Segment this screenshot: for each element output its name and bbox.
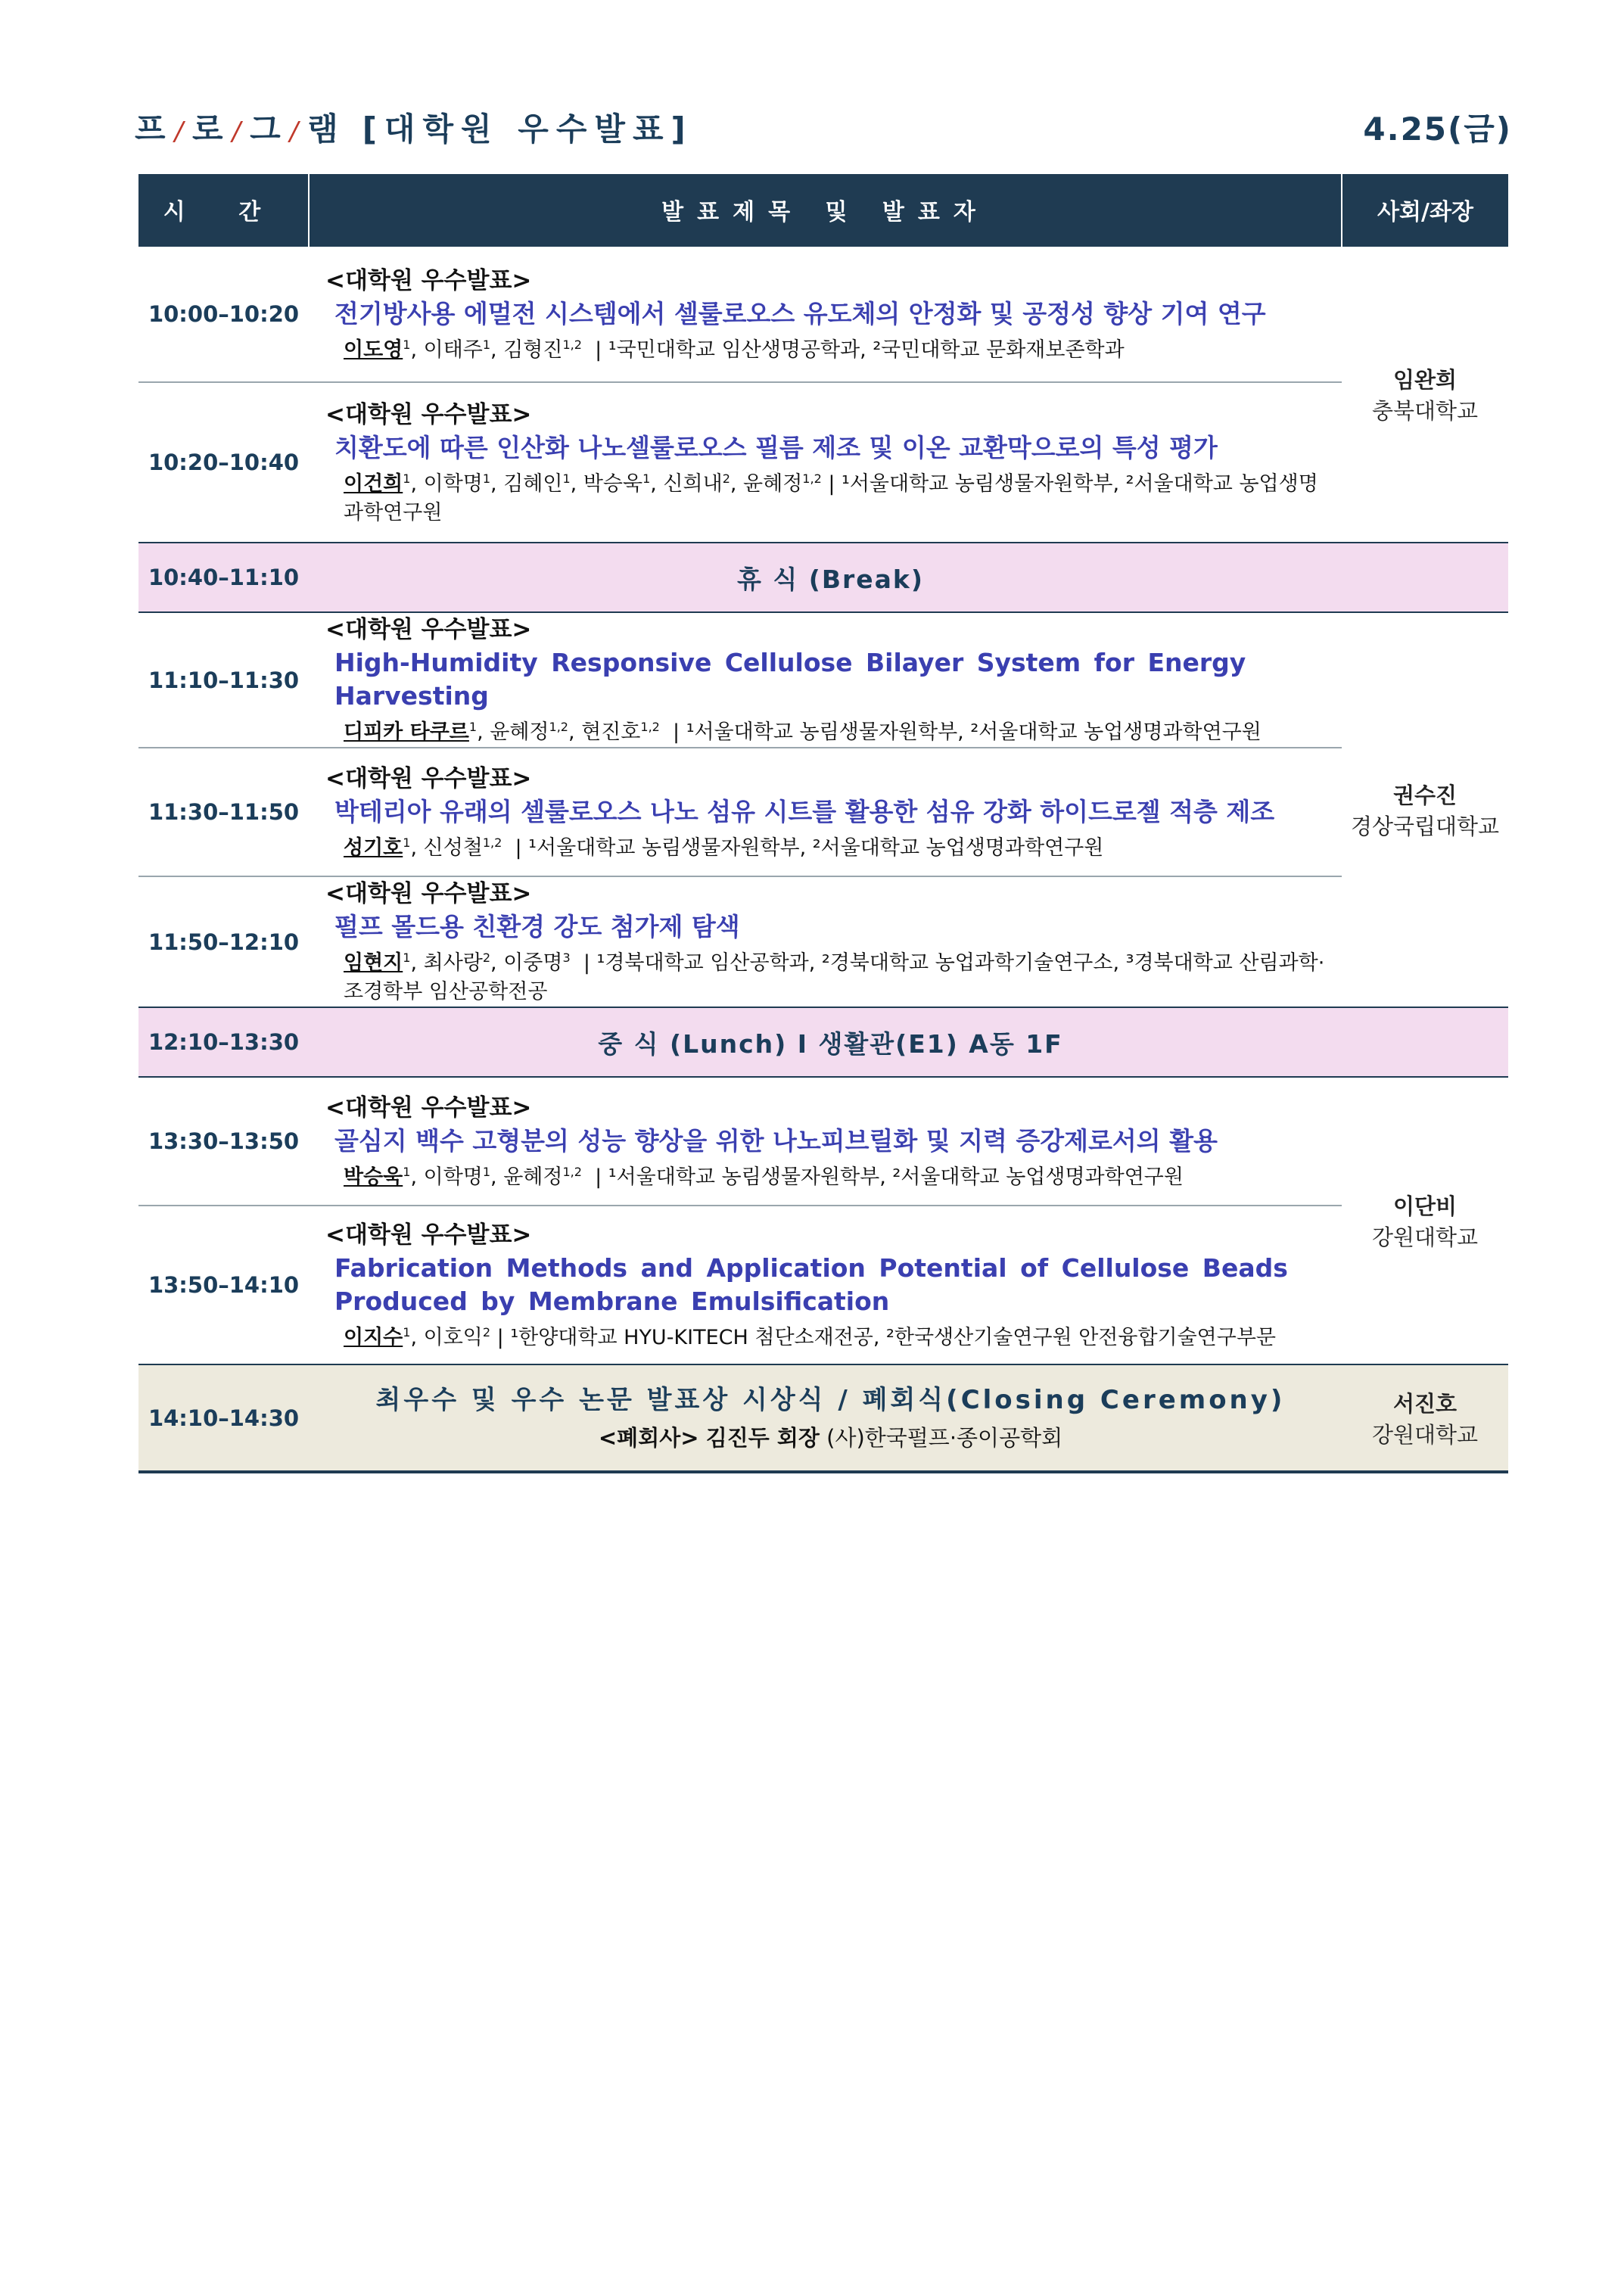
paper-title: High-Humidity Responsive Cellulose Bilayer System for Energy Harvesting (334, 648, 1246, 711)
affil-sup: 1,2 (640, 720, 660, 734)
affil-sup: 1 (482, 1164, 491, 1179)
author-name: 윤혜정 (743, 471, 803, 496)
title-slash: / (289, 117, 302, 147)
session-category: <대학원 우수발표> (325, 266, 532, 294)
affil-sup: 1,2 (549, 720, 568, 734)
session-category: <대학원 우수발표> (325, 1094, 532, 1122)
author-name: 이학명 (423, 471, 483, 496)
paper-title: 펄프 몰드용 친환경 강도 첨가제 탐색 (334, 912, 740, 941)
session-time: 10:40–11:10 (138, 543, 309, 612)
presenter-name: 임현지 (344, 951, 403, 975)
affil-sup: 1,2 (562, 337, 582, 352)
presenter-name: 성기호 (344, 835, 403, 860)
affil-sup: 1 (468, 720, 478, 734)
affil-sup: 3 (562, 951, 571, 965)
author-name: 신희내 (663, 471, 723, 496)
closing-content (309, 1364, 1342, 1472)
paper-title: 치환도에 따른 인산화 나노셀룰로오스 필름 제조 및 이온 교환막으로의 특성 평가 (334, 432, 1218, 462)
session-chair (1342, 1077, 1508, 1364)
session-chair (1342, 612, 1508, 1007)
presenter-name: 이지수 (344, 1325, 403, 1349)
table-row (138, 748, 1508, 876)
session-time: 13:30–13:50 (138, 1077, 309, 1206)
closing-speaker-org: (사)한국펄프·종이공학회 (826, 1424, 1063, 1451)
table-row (138, 382, 1508, 543)
author-name: 현진호 (581, 720, 641, 744)
column-header-chair: 사회/좌장 (1342, 174, 1508, 246)
affil-sup: 1 (403, 337, 411, 352)
table-header-row (138, 174, 1508, 246)
author-name: 최사랑 (423, 951, 483, 975)
column-header-title: 발표제목 및 발표자 (309, 174, 1342, 246)
session-category: <대학원 우수발표> (325, 616, 532, 643)
session-time: 12:10–13:30 (138, 1007, 309, 1077)
session-category: <대학원 우수발표> (325, 1221, 532, 1249)
session-category: <대학원 우수발표> (325, 400, 532, 428)
author-name: 박승욱 (583, 471, 643, 496)
paper-title: 박테리아 유래의 셀룰로오스 나노 섬유 시트를 활용한 섬유 강화 하이드로젤 적층 제조 (334, 796, 1275, 826)
author-name: 이학명 (423, 1165, 483, 1189)
session-time: 11:50–12:10 (138, 876, 309, 1007)
affil-sup: 1,2 (482, 835, 502, 850)
affil-sup: 1 (403, 471, 411, 486)
session-content (309, 382, 1342, 543)
presenter-name: 이건희 (344, 471, 403, 496)
break-label: 휴 식 (Break) (309, 543, 1342, 612)
session-content (309, 748, 1342, 876)
table-row (138, 876, 1508, 1007)
session-time: 10:00–10:20 (138, 246, 309, 382)
session-time: 11:10–11:30 (138, 612, 309, 748)
author-line: 이도영$^1$, 이태주$^1$, 김형진$^{1,2}$ | ¹국민대학교 임산생명공학과, ²국민대학교 문화재보존학과 (344, 337, 1125, 362)
session-chair (1342, 1364, 1508, 1472)
affil-sup: 1 (403, 835, 411, 850)
program-date: 4.25(금) (1363, 110, 1512, 148)
session-time: 11:30–11:50 (138, 748, 309, 876)
author-name: 윤혜정 (490, 720, 549, 744)
title-char: 로 (192, 110, 226, 148)
affiliation: | ¹국민대학교 임산생명공학과, ²국민대학교 문화재보존학과 (595, 338, 1125, 362)
title-subtitle: [대학원 우수발표] (362, 110, 693, 148)
chair-name: 임완희 (1392, 367, 1458, 393)
affil-sup: 1 (482, 471, 491, 486)
author-line: 디피카 타쿠르$^1$, 윤혜정$^{1,2}$, 현진호$^{1,2}$ | ¹서울대학교 농림생물자원학부, ²서울대학교 농업생명과학연구원 (344, 720, 1262, 744)
session-time: 14:10–14:30 (138, 1364, 309, 1472)
affil-sup: 1 (403, 1164, 411, 1179)
author-name: 김혜인 (503, 471, 563, 496)
affil-sup: 1 (403, 951, 411, 965)
session-time: 13:50–14:10 (138, 1206, 309, 1364)
affil-sup: 1,2 (562, 1164, 582, 1179)
closing-speaker: 김진두 회장 (705, 1424, 820, 1451)
affil-sup: 2 (482, 1324, 491, 1339)
presenter-name: 디피카 타쿠르 (344, 720, 469, 744)
chair-org: 강원대학교 (1371, 1224, 1479, 1250)
author-line: 박승욱$^1$, 이학명$^1$, 윤혜정$^{1,2}$ | ¹서울대학교 농림생물자원학부, ²서울대학교 농업생명과학연구원 (344, 1164, 1184, 1189)
author-name: 김형진 (503, 338, 563, 362)
session-content (309, 612, 1342, 748)
break-row (138, 543, 1508, 612)
session-time: 10:20–10:40 (138, 382, 309, 543)
affil-sup: 1 (642, 471, 651, 486)
session-content (309, 1206, 1342, 1364)
chair-name: 이단비 (1392, 1193, 1458, 1219)
lunch-label: 중 식 (Lunch) I 생활관(E1) A동 1F (309, 1007, 1342, 1077)
author-line: 임현지$^1$, 최사랑$^2$, 이중명$^3$ | ¹경북대학교 임산공학과, ²경북대학교 농업과학기술연구소, ³경북대학교 산림과학·조경학부 임산공학전공 (344, 951, 1325, 1003)
author-name: 이호익 (423, 1325, 483, 1349)
session-category: <대학원 우수발표> (325, 764, 532, 792)
title-slash: / (232, 117, 244, 147)
program-title (135, 104, 693, 150)
presenter-name: 이도영 (344, 338, 403, 362)
chair-org: 경상국립대학교 (1350, 814, 1500, 839)
author-line: 이지수$^1$, 이호익$^2$ | ¹한양대학교 HYU-KITECH 첨단소재전공, ²한국생산기술연구원 안전융합기술연구부문 (344, 1324, 1277, 1349)
title-char: 프 (135, 110, 169, 148)
title-slash: / (174, 117, 187, 147)
chair-org: 강원대학교 (1371, 1421, 1479, 1448)
chair-name: 서진호 (1392, 1390, 1458, 1417)
lunch-row (138, 1007, 1508, 1077)
chair-name: 권수진 (1392, 783, 1458, 808)
title-char: 램 (307, 110, 341, 148)
session-content (309, 246, 1342, 382)
session-category: <대학원 우수발표> (325, 880, 532, 907)
closing-speech-label: <폐회사> (598, 1424, 699, 1451)
author-name: 이태주 (423, 338, 483, 362)
affiliation: | ¹경북대학교 임산공학과, ²경북대학교 농업과학기술연구소, ³경북대학교 산림과학·조경학부 임산공학전공 (344, 951, 1325, 1003)
affiliation: | ¹서울대학교 농림생물자원학부, ²서울대학교 농업생명과학연구원 (673, 720, 1262, 744)
table-row (138, 612, 1508, 748)
affil-sup: 2 (722, 471, 730, 486)
affiliation: | ¹서울대학교 농림생물자원학부, ²서울대학교 농업생명과학연구원 (344, 471, 1318, 524)
table-row (138, 1206, 1508, 1364)
affil-sup: 1 (482, 337, 491, 352)
title-char: 그 (250, 110, 284, 148)
session-content (309, 1077, 1342, 1206)
affil-sup: 1,2 (802, 471, 822, 486)
empty-chair-cell (1342, 1007, 1508, 1077)
affiliation: | ¹서울대학교 농림생물자원학부, ²서울대학교 농업생명과학연구원 (595, 1165, 1184, 1189)
chair-org: 충북대학교 (1371, 398, 1479, 424)
table-row (138, 246, 1508, 382)
program-table (138, 174, 1508, 1473)
author-name: 윤혜정 (503, 1165, 563, 1189)
author-line: 이건희$^1$, 이학명$^1$, 김혜인$^1$, 박승욱$^1$, 신희내$^2$, 윤혜정$^{1,2}$ | ¹서울대학교 농림생물자원학부, ²서울대학교 농업생명과학연구원 (344, 471, 1318, 524)
author-line: 성기호$^1$, 신성철$^{1,2}$ | ¹서울대학교 농림생물자원학부, ²서울대학교 농업생명과학연구원 (344, 835, 1104, 860)
closing-row (138, 1364, 1508, 1472)
affiliation: | ¹한양대학교 HYU-KITECH 첨단소재전공, ²한국생산기술연구원 안전융합기술연구부문 (496, 1325, 1277, 1349)
paper-title: Fabrication Methods and Application Potential of Cellulose Beads Produced by Membrane Emulsification (334, 1252, 1288, 1316)
table-row (138, 1077, 1508, 1206)
affil-sup: 1 (562, 471, 571, 486)
session-content (309, 876, 1342, 1007)
affiliation: | ¹서울대학교 농림생물자원학부, ²서울대학교 농업생명과학연구원 (515, 835, 1104, 860)
page-title (135, 104, 1512, 157)
empty-chair-cell (1342, 543, 1508, 612)
affil-sup: 1 (403, 1324, 411, 1339)
paper-title: 골심지 백수 고형분의 성능 향상을 위한 나노피브릴화 및 지력 증강제로서의 활용 (334, 1125, 1218, 1156)
closing-title: 최우수 및 우수 논문 발표상 시상식 / 폐회식(Closing Ceremony) (375, 1384, 1286, 1415)
closing-speech (325, 1420, 1336, 1456)
column-header-time: 시 간 (138, 174, 309, 246)
paper-title: 전기방사용 에멀전 시스템에서 셀룰로오스 유도체의 안정화 및 공정성 향상 기여 연구 (334, 298, 1266, 328)
presenter-name: 박승욱 (344, 1165, 403, 1189)
session-chair (1342, 246, 1508, 543)
author-name: 이중명 (503, 951, 563, 975)
author-name: 신성철 (423, 835, 483, 860)
affil-sup: 2 (482, 951, 491, 965)
